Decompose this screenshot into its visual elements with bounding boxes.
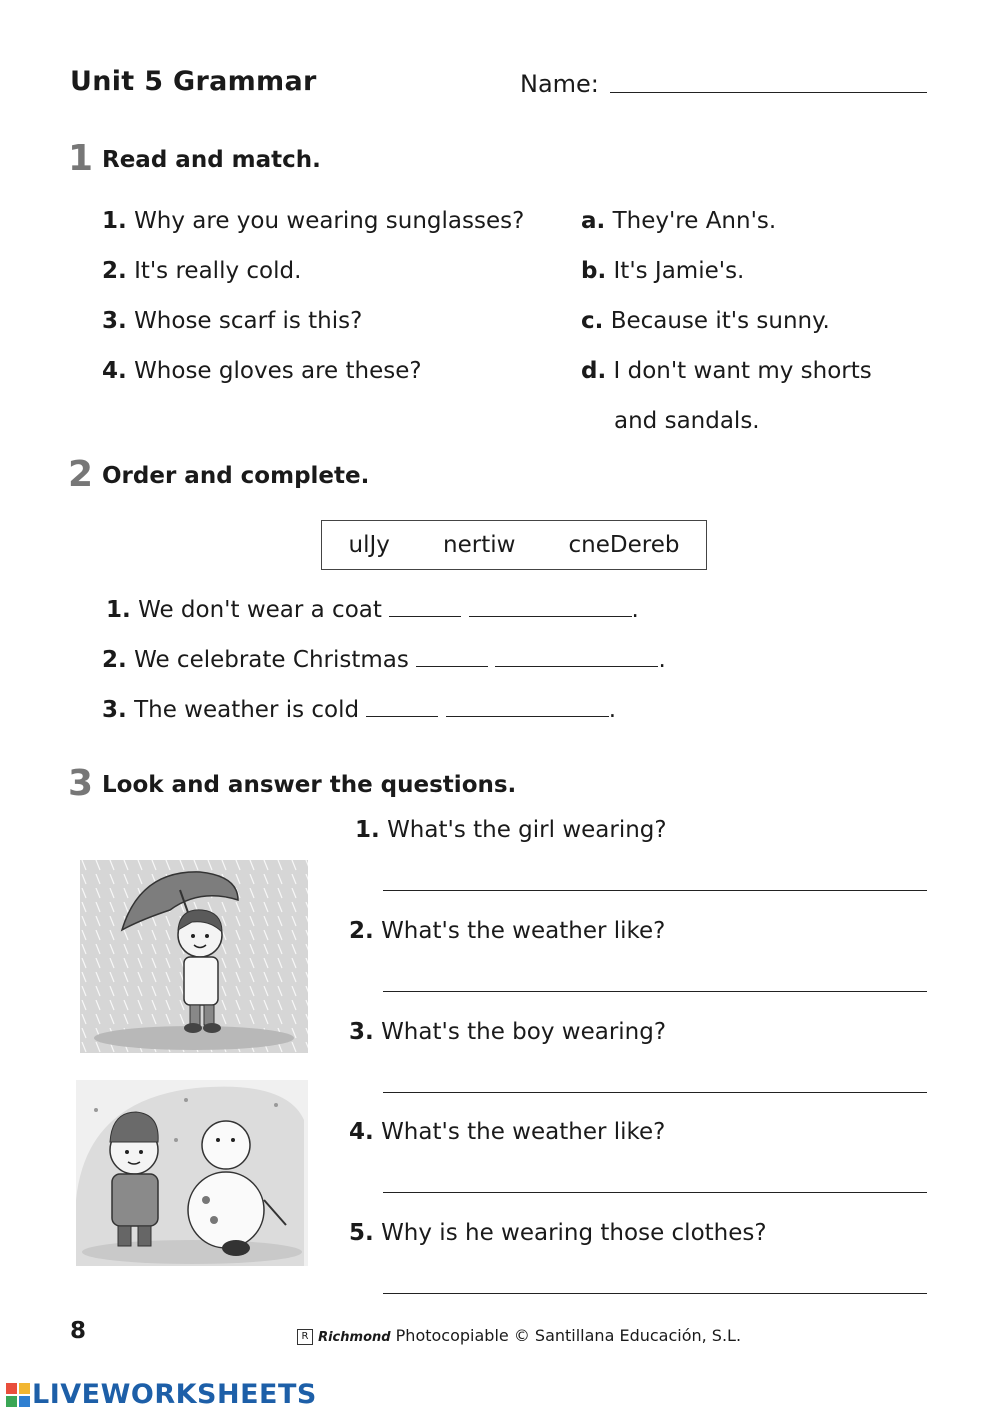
- scrambled-word: cneDereb: [568, 532, 680, 558]
- word-box: [321, 520, 707, 570]
- complete-item: 3. The weather is cold .: [102, 697, 617, 723]
- section-2-title: Order and complete.: [102, 463, 370, 489]
- match-right-item[interactable]: d. I don't want my shorts: [581, 358, 872, 384]
- name-input-line[interactable]: [610, 92, 927, 93]
- section-3-number: 3: [68, 763, 94, 804]
- answer-line[interactable]: [383, 991, 927, 992]
- answer-blank[interactable]: [416, 665, 488, 667]
- boy-snowman-icon: [76, 1080, 308, 1266]
- match-right-item[interactable]: b. It's Jamie's.: [581, 258, 745, 284]
- answer-blank[interactable]: [389, 615, 461, 617]
- scrambled-word: nertiw: [443, 532, 516, 558]
- liveworksheets-watermark[interactable]: LIVEWORKSHEETS: [32, 1379, 317, 1410]
- page-title: Unit 5 Grammar: [70, 66, 317, 97]
- match-left-item[interactable]: 4. Whose gloves are these?: [102, 358, 422, 384]
- complete-item: 2. We celebrate Christmas .: [102, 647, 666, 673]
- match-left-item[interactable]: 3. Whose scarf is this?: [102, 308, 363, 334]
- question-item: 3. What's the boy wearing?: [349, 1019, 667, 1045]
- scrambled-word: ulJy: [348, 532, 390, 558]
- section-2-number: 2: [68, 454, 94, 495]
- question-item: 5. Why is he wearing those clothes?: [349, 1220, 767, 1246]
- name-label: Name:: [520, 70, 599, 98]
- question-item: 1. What's the girl wearing?: [355, 817, 667, 843]
- match-left-item[interactable]: 1. Why are you wearing sunglasses?: [102, 208, 525, 234]
- answer-line[interactable]: [383, 1293, 927, 1294]
- answer-blank[interactable]: [446, 715, 609, 717]
- question-item: 2. What's the weather like?: [349, 918, 666, 944]
- girl-umbrella-illustration: [80, 860, 308, 1053]
- answer-blank[interactable]: [495, 665, 658, 667]
- answer-blank[interactable]: [469, 615, 632, 617]
- match-right-continuation: and sandals.: [614, 408, 760, 434]
- section-3-title: Look and answer the questions.: [102, 772, 517, 798]
- girl-umbrella-icon: [80, 860, 308, 1053]
- answer-line[interactable]: [383, 890, 927, 891]
- publisher-logo-icon: R: [297, 1329, 313, 1345]
- boy-snowman-illustration: [76, 1080, 308, 1266]
- section-1-title: Read and match.: [102, 147, 321, 173]
- answer-blank[interactable]: [366, 715, 438, 717]
- section-1-number: 1: [68, 138, 94, 179]
- answer-line[interactable]: [383, 1192, 927, 1193]
- question-item: 4. What's the weather like?: [349, 1119, 666, 1145]
- page-number: 8: [70, 1318, 87, 1344]
- answer-line[interactable]: [383, 1092, 927, 1093]
- match-left-item[interactable]: 2. It's really cold.: [102, 258, 302, 284]
- footer-copyright: R Richmond Photocopiable © Santillana Educación, S.L.: [297, 1326, 741, 1345]
- complete-item: 1. We don't wear a coat .: [106, 597, 639, 623]
- liveworksheets-logo-icon: [6, 1383, 30, 1407]
- match-right-item[interactable]: c. Because it's sunny.: [581, 308, 830, 334]
- match-right-item[interactable]: a. They're Ann's.: [581, 208, 777, 234]
